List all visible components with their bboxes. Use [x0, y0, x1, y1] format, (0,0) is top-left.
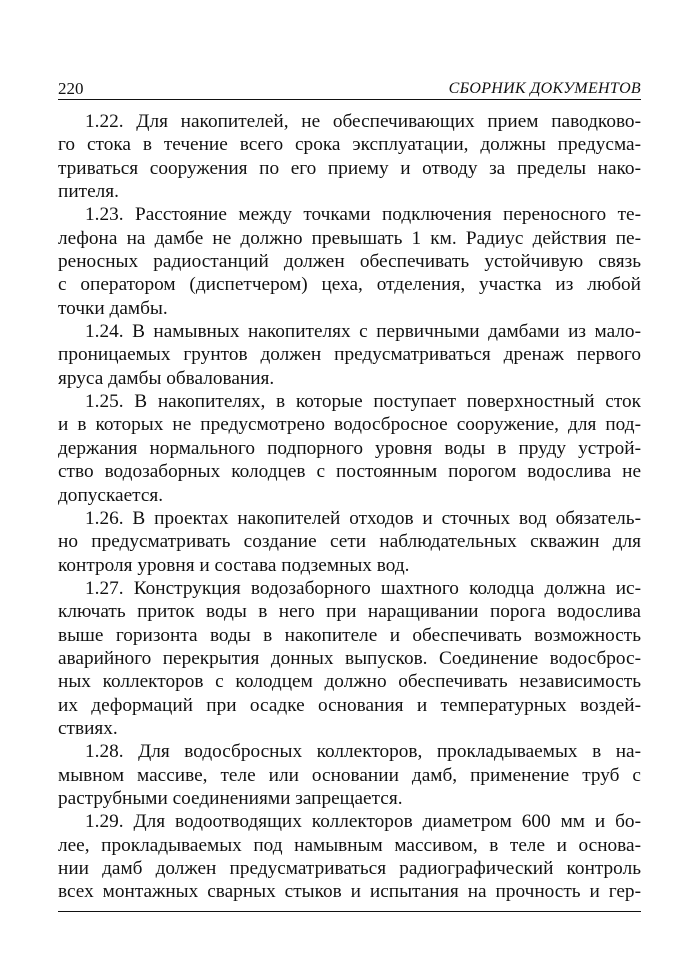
text-line: ключать приток воды в него при наращивании порога водослива — [58, 601, 641, 623]
text-line: реносных радиостанций должен обеспечивать устойчивую связь — [58, 251, 641, 273]
text-line: 1.26. В проектах накопителей отходов и сточных вод обязатель- — [85, 507, 641, 529]
text-line: ство водозаборных колодцев с постоянным порогом водослива не — [58, 461, 641, 483]
running-title: СБОРНИК ДОКУМЕНТОВ — [448, 80, 641, 97]
text-line: лефона на дамбе не должно превышать 1 км. Радиус действия пе- — [58, 227, 641, 249]
text-line: нии дамб должен предусматриваться радиографический контроль — [58, 858, 641, 879]
text-line: аварийного перекрытия донных выпусков. Соединение водосброс- — [58, 647, 641, 669]
text-line: раструбными соединениями запрещается. — [58, 787, 403, 809]
text-line: всех монтажных сварных стыков и испытания на прочность и гер- — [58, 881, 641, 903]
page-header — [58, 79, 641, 101]
text-line: точки дамбы. — [58, 297, 168, 319]
text-line: пителя. — [58, 181, 119, 203]
text-line: 1.28. Для водосбросных коллекторов, прокладываемых в на- — [85, 741, 641, 763]
text-line: 1.23. Расстояние между точками подключения переносного те- — [85, 204, 641, 226]
text-line: с оператором (диспетчером) цеха, отделения, участка из любой — [58, 274, 641, 296]
text-line: допускается. — [58, 484, 164, 506]
text-line: го стока в течение всего срока эксплуатации, должны предусма- — [58, 134, 641, 156]
text-line: 1.29. Для водоотводящих коллекторов диаметром 600 мм и бо- — [85, 811, 641, 833]
text-line: выше горизонта воды в накопителе и обеспечивать возможность — [58, 624, 641, 646]
body-text — [58, 110, 641, 904]
text-line: 1.22. Для накопителей, не обеспечивающих прием паводково- — [85, 111, 641, 132]
text-line: держания нормального подпорного уровня воды в пруду устрой- — [58, 437, 641, 459]
text-line: триваться сооружения по его приему и отводу за пределы нако- — [58, 157, 641, 179]
text-line: мывном массиве, теле или основании дамб, применение труб с — [58, 764, 641, 786]
text-line: проницаемых грунтов должен предусматриваться дренаж первого — [58, 344, 641, 366]
text-line: яруса дамбы обвалования. — [58, 367, 275, 389]
text-line: и в которых не предусмотрено водосбросное сооружение, для под- — [58, 414, 641, 436]
header-rule — [58, 99, 641, 100]
text-line: их деформаций при осадке основания и температурных воздей- — [58, 694, 641, 716]
text-line: контроля уровня и состава подземных вод. — [58, 554, 410, 576]
footer-rule — [58, 911, 641, 912]
text-line: но предусматривать создание сети наблюдательных скважин для — [58, 531, 641, 553]
text-line: лее, прокладываемых под намывным массивом, в теле и основа- — [58, 834, 641, 856]
text-line: 1.25. В накопителях, в которые поступает поверхностный сток — [85, 391, 641, 413]
text-line: ных коллекторов с колодцем должно обеспечивать независимость — [58, 671, 641, 693]
text-line: 1.24. В намывных накопителях с первичными дамбами из мало- — [85, 321, 641, 343]
text-line: ствиях. — [58, 717, 118, 739]
page-number: 220 — [58, 79, 84, 98]
text-line: 1.27. Конструкция водозаборного шахтного колодца должна ис- — [85, 577, 641, 599]
